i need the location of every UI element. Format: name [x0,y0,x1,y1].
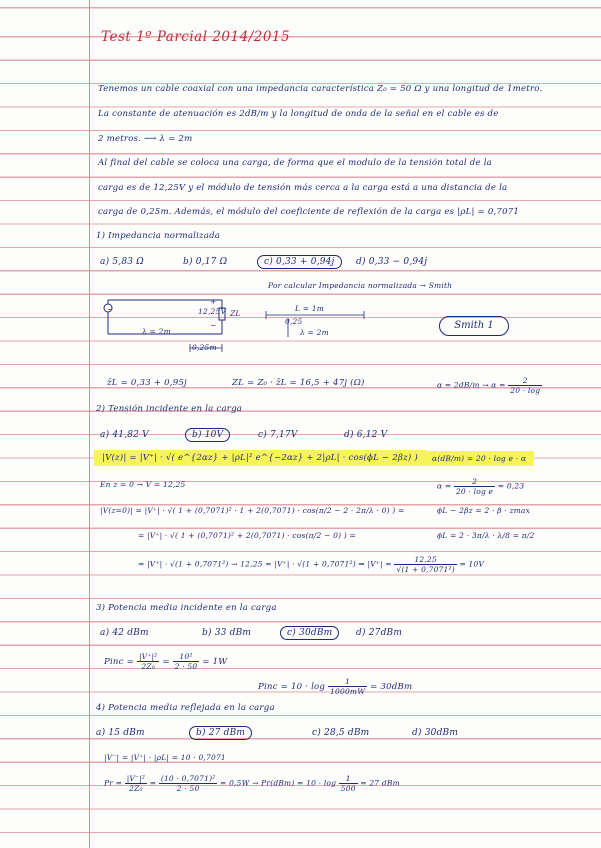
q2-option-d: d) 6,12 V [344,430,388,440]
intro-line-6: carga de 0,25m. Además, el módulo del coeficiente de reflexión de la carga es |ρL| = 0,7071 [98,207,520,217]
q1-eq-zl: ZL = Z₀ · z̄L = 16,5 + 47j (Ω) [232,378,365,388]
q2-formula-side: α(dB/m) = 20 · log e · α [424,453,534,464]
q2-step-2: = |V⁺| · √( 1 + (0,7071)² + 2(0,7071) · cos(π/2 − 0) ) = [138,531,356,540]
circuit-voltage: 12,25V [198,307,227,316]
q3-heading: 3) Potencia media incidente en la carga [96,603,277,613]
q2-option-b [192,430,230,441]
cable-lambda: λ = 2m [300,328,329,337]
q4-selected-answer: b) 27 dBm [189,726,252,740]
q2-option-a: a) 41,82 V [100,430,149,440]
q1-selected-answer: c) 0,33 + 0,94j [257,255,342,269]
circuit-length: λ = 2m [142,327,171,336]
q1-eq-zl-normalized: z̄L = 0,33 + 0,95j [107,378,187,388]
q2-alpha: α = $\frac{2}{\text{20 · log e}}$ = 0,23 [437,477,525,496]
q3-pinc-dbm: Pinc = 10 · log $\frac{1}{1000mW}$ = 30dBm [258,677,413,696]
q1-note: Por calcular Impedancia normalizada → Smith [268,281,453,290]
q1-option-c [264,257,342,268]
circuit-source: ~ [107,305,114,314]
q3-option-d: d) 27dBm [356,628,403,638]
q4-heading: 4) Potencia media reflejada en la carga [96,703,275,713]
circuit-diagram [98,288,248,354]
q4-v-minus: |V⁻| = |V⁺| · |ρL| = 10 · 0,7071 [104,753,226,762]
intro-line-3: 2 metros. ⟶ λ = 2m [98,134,193,144]
q1-eq-alpha: α = 2dB/m → α = $\frac{2}{20 \cdot \log}$ [437,376,541,395]
margin-line [89,0,90,848]
q2-heading: 2) Tensión incidente en la carga [96,404,243,414]
smith-chart-badge: Smith 1 [439,316,509,336]
q4-pr-formula: Pr = $\frac{\text{|V⁻|²}}{\text{2Z₀}}$ = $\frac{\text{(10 · 0,7071)²}}{2 \cdot 50}$ = 0,5W → Pr(dBm) = 10 · log $\frac{1}{500}$ = 27 dBm [104,774,400,793]
q2-phi-1: ϕL − 2βz = 2 · β · zmax [437,506,531,515]
q2-selected-answer: b) 10V [185,428,230,442]
q1-option-a: a) 5,83 Ω [100,257,144,267]
q2-step-3: = |V⁺| · √(1 + 0,7071²) → 12,25 = |V⁺| · √(1 + 0,7071²) ⇒ |V⁺| = $\frac{12,25}{\text{√(1 + 0,7071²)}}$ = 10V [138,555,485,574]
intro-line-2: La constante de atenuación es 2dB/m y la longitud de onda de la señal en el cable es de [98,109,499,119]
intro-line-4: Al final del cable se coloca una carga, de forma que el modulo de la tensión total de la [98,158,492,168]
q1-option-d: d) 0,33 − 0,94j [356,257,428,267]
page-title: Test 1º Parcial 2014/2015 [101,29,291,45]
q2-highlighted-formula: |V(z)| = |V⁺| · √( e^{2αz} + |ρL|² e^{−2αz} + 2|ρL| · cos(ϕL − 2βz) ) [94,453,426,464]
circuit-plus: + [210,297,217,306]
q3-option-b: b) 33 dBm [202,628,252,638]
q2-phi-2: ϕL = 2 · 3π/λ · λ/8 = π/2 [437,531,535,540]
intro-line-1: Tenemos un cable coaxial con una impedancia característica Z₀ = 50 Ω y una longitud de 1metro. [98,84,543,94]
q1-option-b: b) 0,17 Ω [183,257,228,267]
q2-option-c: c) 7,17V [258,430,298,440]
q4-option-a: a) 15 dBm [96,728,145,738]
q2-step-1: |V(z=0)| = |V⁺| · √( 1 + (0,7071)² · 1 + 2(0,7071) · cos(π/2 − 2 · 2π/λ · 0) ) = [100,506,405,515]
q3-pinc-formula: Pinc = $\frac{\text{|V⁺|²}}{\text{2Z₀}}$ = $\frac{\text{10²}}{2 \cdot 50}$ = 1W [104,652,228,671]
q4-option-d: d) 30dBm [412,728,459,738]
cable-length: L = 1m [295,304,325,313]
q3-option-a: a) 42 dBm [100,628,149,638]
cable-distance: 0,25 [285,317,303,326]
q1-heading: 1) Impedancia normalizada [96,231,221,241]
circuit-load: ZL [230,309,241,318]
q3-option-c [287,628,339,639]
q4-option-b [196,728,252,739]
q4-option-c: c) 28,5 dBm [312,728,370,738]
q3-selected-answer: c) 30dBm [280,626,339,640]
intro-line-5: carga es de 12,25V y el módulo de tensión más cerca a la carga está a una distancia de la [98,183,508,193]
circuit-distance: 0,25m [192,343,217,352]
circuit-minus: − [210,321,217,330]
q2-condition: En z = 0 → V = 12,25 [100,480,186,489]
